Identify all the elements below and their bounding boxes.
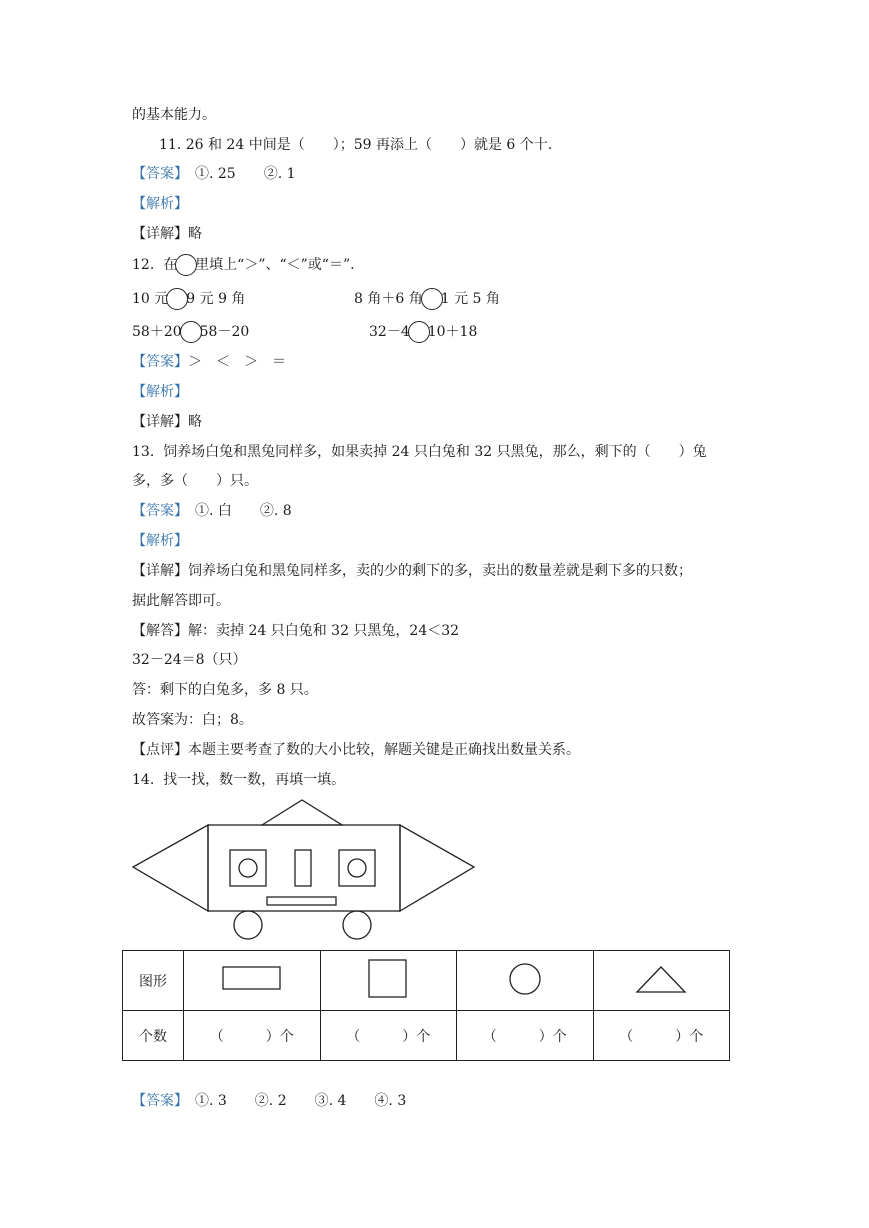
table-cell — [184, 951, 321, 1011]
compare-item-2 — [354, 288, 500, 310]
answer-tag: 【答案】 — [132, 354, 188, 370]
detail-12 — [132, 412, 202, 432]
table-cell — [320, 951, 457, 1011]
compare-right: 9 元 9 角 — [186, 291, 246, 307]
compare-circle-icon[interactable] — [421, 288, 443, 310]
analysis-tag: 【解析】 — [132, 533, 188, 549]
answer-text: ①. 白 ②. 8 — [181, 503, 292, 519]
solution-13-final: 故答案为：白；8。 — [132, 712, 253, 728]
compare-right: 58－20 — [199, 324, 250, 340]
answer-13 — [132, 501, 292, 521]
compare-item-1 — [132, 288, 245, 310]
compare-left: 10 元 — [132, 291, 169, 307]
detail-tag: 【详解】 — [132, 226, 188, 242]
question-12-prefix: 12. 在 — [132, 257, 178, 273]
answer-tag: 【答案】 — [132, 1093, 181, 1109]
compare-left: 58＋20 — [132, 324, 182, 340]
solution-13-answer: 答：剩下的白兔多，多 8 只。 — [132, 682, 318, 698]
answer-12 — [132, 352, 286, 372]
table-cell — [593, 951, 730, 1011]
top-triangle — [262, 800, 342, 825]
rectangle-icon — [222, 966, 282, 992]
solution-13: 【解答】解：卖掉 24 只白兔和 32 只黑兔，24＜32 — [132, 623, 460, 639]
answer-tag: 【答案】 — [132, 166, 181, 182]
question-14: 14. 找一找，数一数，再填一填。 — [132, 772, 346, 788]
detail-11 — [132, 224, 202, 244]
body-rectangle — [208, 825, 400, 911]
robot-car-figure — [128, 797, 480, 943]
question-11: 11. 26 和 24 中间是（ ）；59 再添上（ ）就是 6 个十. — [159, 137, 553, 153]
compare-right: 10＋18 — [427, 324, 478, 340]
compare-left: 32－4 — [369, 324, 410, 340]
compare-circle-icon — [175, 254, 197, 276]
left-triangle — [133, 825, 208, 911]
row-header-count: 个数 — [123, 1011, 184, 1061]
right-eye-circle — [348, 859, 366, 877]
compare-left: 8 角＋6 角 — [354, 291, 423, 307]
right-wheel-circle — [343, 911, 371, 939]
triangle-icon — [635, 964, 687, 994]
answer-14 — [132, 1091, 406, 1111]
square-icon — [368, 959, 408, 999]
table-row — [123, 1011, 730, 1061]
table-row — [123, 951, 730, 1011]
table-cell — [457, 951, 594, 1011]
detail-tag: 【详解】 — [132, 414, 188, 430]
answer-text: ＞ ＜ ＞ ＝ — [188, 354, 286, 370]
compare-circle-icon[interactable] — [180, 321, 202, 343]
nose-rectangle — [295, 850, 311, 886]
detail-text: 略 — [188, 226, 202, 242]
answer-tag: 【答案】 — [132, 503, 181, 519]
detail-13: 【详解】饲养场白兔和黑兔同样多，卖的少的剩下的多，卖出的数量差就是剩下多的只数； — [132, 563, 692, 579]
count-blank[interactable]: （ ）个 — [457, 1011, 594, 1061]
left-square — [230, 850, 266, 886]
detail-13-cont: 据此解答即可。 — [132, 593, 230, 609]
row-header-shape: 图形 — [123, 951, 184, 1011]
comment-13: 【点评】本题主要考查了数的大小比较，解题关键是正确找出数量关系。 — [132, 742, 580, 758]
compare-item-3 — [132, 321, 249, 343]
count-blank[interactable]: （ ）个 — [320, 1011, 457, 1061]
question-12 — [132, 254, 355, 276]
circle-icon — [508, 962, 542, 996]
left-eye-circle — [239, 859, 257, 877]
right-square — [339, 850, 375, 886]
right-triangle — [400, 825, 474, 911]
answer-text: ①. 25 ②. 1 — [181, 166, 296, 182]
solution-13-calc: 32－24＝8（只） — [132, 652, 247, 668]
compare-item-4 — [369, 321, 477, 343]
count-blank[interactable]: （ ）个 — [593, 1011, 730, 1061]
compare-circle-icon[interactable] — [166, 288, 188, 310]
analysis-tag: 【解析】 — [132, 384, 188, 400]
text-line: 的基本能力。 — [132, 107, 216, 123]
mouth-rectangle — [267, 897, 336, 905]
answer-text: ①. 3 ②. 2 ③. 4 ④. 3 — [181, 1093, 407, 1109]
left-wheel-circle — [234, 911, 262, 939]
shape-count-table — [122, 950, 730, 1061]
analysis-tag: 【解析】 — [132, 196, 188, 212]
compare-circle-icon[interactable] — [408, 321, 430, 343]
compare-right: 1 元 5 角 — [440, 291, 500, 307]
question-13-cont: 多，多（ ）只。 — [132, 473, 258, 489]
detail-text: 略 — [188, 414, 202, 430]
answer-11 — [132, 164, 296, 184]
count-blank[interactable]: （ ）个 — [184, 1011, 321, 1061]
question-12-suffix: 里填上“＞”、“＜”或“＝”. — [195, 257, 355, 273]
question-13: 13. 饲养场白兔和黑兔同样多，如果卖掉 24 只白兔和 32 只黑兔，那么，剩下的（ ）兔 — [132, 444, 707, 460]
